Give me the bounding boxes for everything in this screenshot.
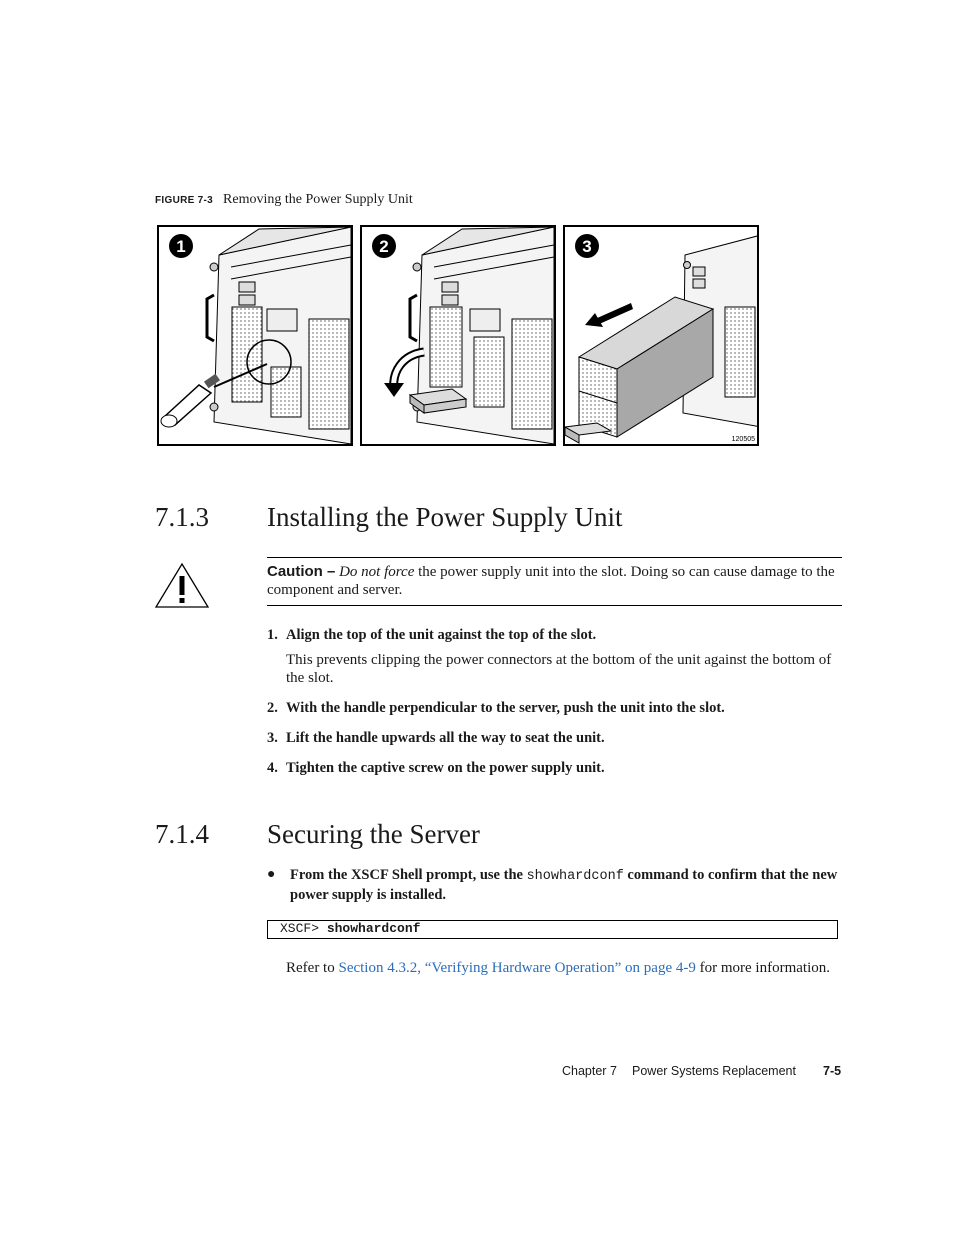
step-2-text: With the handle perpendicular to the server, push the unit into the slot.: [286, 700, 725, 716]
bullet-text-pre: From the XSCF Shell prompt, use the: [290, 867, 527, 883]
code-block: [267, 920, 838, 939]
figure-panel-1: [157, 225, 353, 446]
footer-title: Power Systems Replacement: [632, 1064, 796, 1078]
step-3-number: 3.: [267, 730, 278, 746]
figure-panel-2: [360, 225, 556, 446]
caution-warning-icon: [154, 562, 210, 610]
step-1-detail: This prevents clipping the power connectors at the bottom of the unit against the bottom of the slot.: [286, 652, 832, 686]
reference-paragraph: [286, 959, 842, 977]
code-prompt: XSCF>: [280, 921, 327, 936]
section-cross-reference-link[interactable]: Section 4.3.2, “Verifying Hardware Operation” on page 4-9: [338, 960, 696, 976]
step-1-number: 1.: [267, 627, 278, 643]
step-2: [267, 700, 842, 717]
figure-title: Removing the Power Supply Unit: [223, 192, 413, 207]
caution-lead: Caution –: [267, 563, 336, 580]
step-marker-2-label: 2: [379, 237, 389, 256]
refer-post: for more information.: [695, 960, 831, 976]
section-713-title: Installing the Power Supply Unit: [267, 502, 623, 532]
step-marker-3-label: 3: [582, 237, 592, 256]
step-3-text: Lift the handle upwards all the way to seat the unit.: [286, 730, 605, 746]
server-handle-illustration: [362, 227, 554, 444]
section-714-title: Securing the Server: [267, 819, 480, 849]
step-4-text: Tighten the captive screw on the power supply unit.: [286, 760, 605, 776]
step-4: [267, 760, 842, 777]
figure-caption: [155, 192, 413, 208]
bullet-command: showhardconf: [526, 869, 624, 884]
step-4-number: 4.: [267, 760, 278, 776]
bullet-dot-icon: ●: [267, 867, 276, 882]
footer-page-number: 7-5: [823, 1064, 842, 1078]
refer-pre: Refer to: [286, 960, 339, 976]
caution-body: the power supply unit into the slot. Doing so can cause damage to the component and server.: [267, 564, 835, 598]
step-1: [267, 627, 842, 644]
caution-message: [267, 563, 842, 599]
caution-bottom-rule: [267, 605, 842, 606]
section-714-number: 7.1.4: [155, 819, 209, 849]
art-id: 120505: [731, 436, 755, 443]
figure-label: FIGURE 7-3: [155, 195, 214, 206]
psu-removal-illustration: [565, 227, 759, 444]
section-713-number: 7.1.3: [155, 502, 209, 532]
code-command: showhardconf: [326, 921, 421, 936]
bullet-text-post: command to confirm that the new power supply is installed.: [290, 867, 838, 903]
caution-emphasis: Do not force: [339, 564, 415, 580]
step-3: [267, 730, 842, 747]
step-1-text: Align the top of the unit against the top of the slot.: [286, 627, 597, 643]
step-marker-1-label: 1: [176, 237, 186, 256]
footer-chapter: Chapter 7: [562, 1064, 617, 1078]
step-2-number: 2.: [267, 700, 278, 716]
caution-top-rule: [267, 557, 842, 558]
figure-panel-3: [563, 225, 759, 446]
server-screwdriver-illustration: [159, 227, 351, 444]
